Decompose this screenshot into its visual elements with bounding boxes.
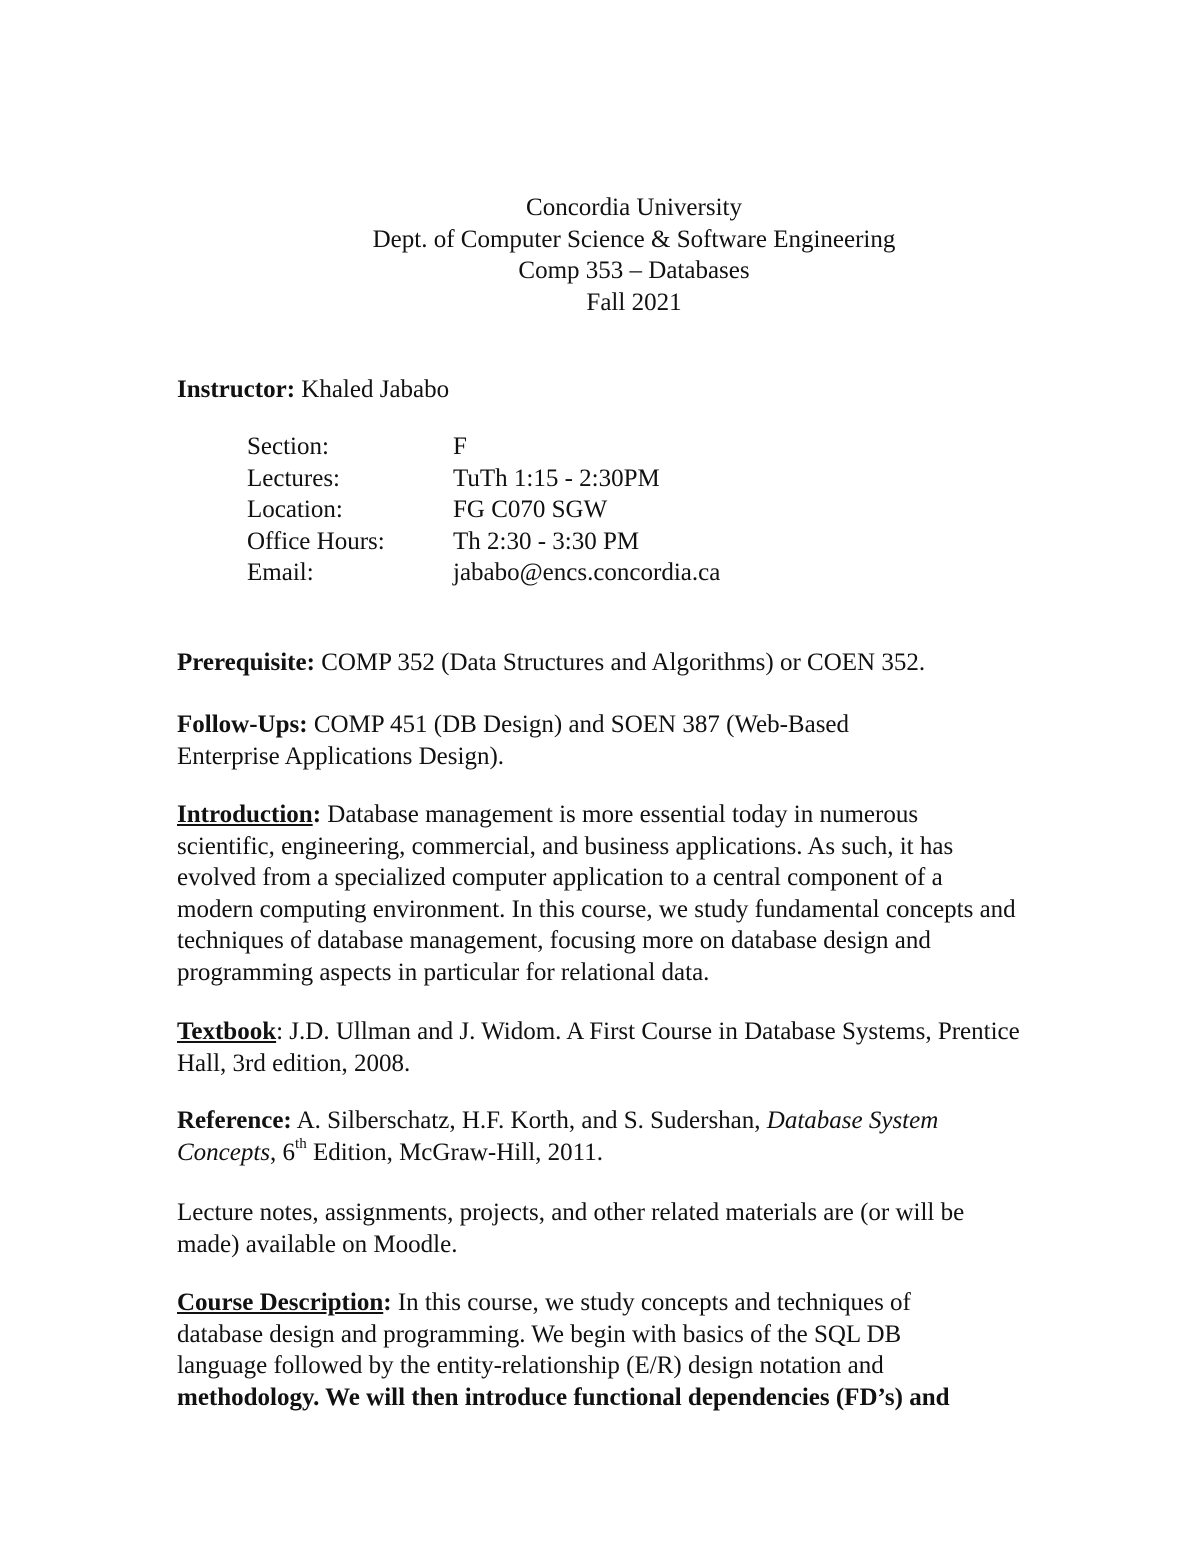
course-description-label: Course Description <box>177 1289 384 1316</box>
course-description-colon: : <box>383 1289 392 1316</box>
info-row-section <box>247 431 720 463</box>
textbook-label: Textbook <box>177 1018 277 1045</box>
instructor-line <box>177 374 1027 406</box>
reference-tail: Edition, McGraw-Hill, 2011. <box>306 1138 603 1166</box>
reference-label: Reference: <box>177 1107 292 1134</box>
course-description-bold-tail: methodology. We will then introduce functional dependencies (FD’s) and <box>177 1383 950 1411</box>
prerequisite-label: Prerequisite: <box>177 649 315 676</box>
followups-label: Follow-Ups: <box>177 711 308 738</box>
university-name: Concordia University <box>526 194 742 221</box>
instructor-name: Khaled Jababo <box>301 376 450 403</box>
info-key: Section: <box>247 433 329 460</box>
course-info-table <box>247 431 720 589</box>
info-key: Lectures: <box>247 464 341 492</box>
instructor-label: Instructor: <box>177 376 296 403</box>
info-key: Location: <box>247 496 343 523</box>
course-description-paragraph <box>177 1287 997 1413</box>
reference-title: Database System Concepts <box>177 1107 939 1166</box>
course-title: Comp 353 – Databases <box>518 257 750 284</box>
introduction-colon: : <box>312 801 322 828</box>
introduction-label: Introduction <box>177 801 313 828</box>
info-key: Office Hours: <box>247 527 385 555</box>
introduction-paragraph <box>177 799 1022 988</box>
textbook-paragraph <box>177 1016 1027 1079</box>
reference-edition-suffix: th <box>295 1136 307 1153</box>
materials-paragraph <box>177 1197 1017 1260</box>
department-name: Dept. of Computer Science & Software Engineering <box>372 225 896 253</box>
prerequisite-paragraph <box>177 647 1027 679</box>
followups-paragraph <box>177 709 957 772</box>
introduction-text: Database management is more essential today in numerous scientific, engineering, commercial, and business applications. As such, it has evolved from a specialized computer application to a central component of a modern computing environment. In this course, we study fundamental concepts and techniques of database management, focusing more on database design and programming aspects in particular for relational data. <box>177 801 1016 986</box>
reference-paragraph <box>177 1105 1027 1168</box>
info-value: FG C070 SGW <box>453 496 608 523</box>
info-row-lectures <box>247 463 720 495</box>
info-value: F <box>453 433 467 460</box>
info-row-email <box>247 557 720 589</box>
materials-text: Lecture notes, assignments, projects, and other related materials are (or will be made) available on Moodle. <box>177 1199 965 1258</box>
info-value: TuTh 1:15 - 2:30PM <box>453 464 660 492</box>
followups-text: COMP 451 (DB Design) and SOEN 387 (Web-Based Enterprise Applications Design). <box>177 711 850 770</box>
prerequisite-text: COMP 352 (Data Structures and Algorithms) or COEN 352. <box>321 649 926 676</box>
reference-authors: A. Silberschatz, H.F. Korth, and S. Sudershan, <box>296 1107 761 1134</box>
info-row-location <box>247 494 720 526</box>
info-row-office-hours <box>247 526 720 558</box>
info-key: Email: <box>247 559 314 586</box>
course-description-text: In this course, we study concepts and techniques of database design and programming. We begin with basics of the SQL DB language followed by the entity-relationship (E/R) design notation and <box>177 1289 911 1379</box>
reference-edition-number: , 6 <box>270 1138 296 1166</box>
email-link[interactable]: jababo@encs.concordia.ca <box>453 559 721 586</box>
term: Fall 2021 <box>586 288 682 316</box>
info-value: Th 2:30 - 3:30 PM <box>453 527 640 555</box>
course-header <box>0 192 1200 318</box>
textbook-text: : J.D. Ullman and J. Widom. A First Course in Database Systems, Prentice Hall, 3rd edition, 2008. <box>177 1018 1020 1077</box>
